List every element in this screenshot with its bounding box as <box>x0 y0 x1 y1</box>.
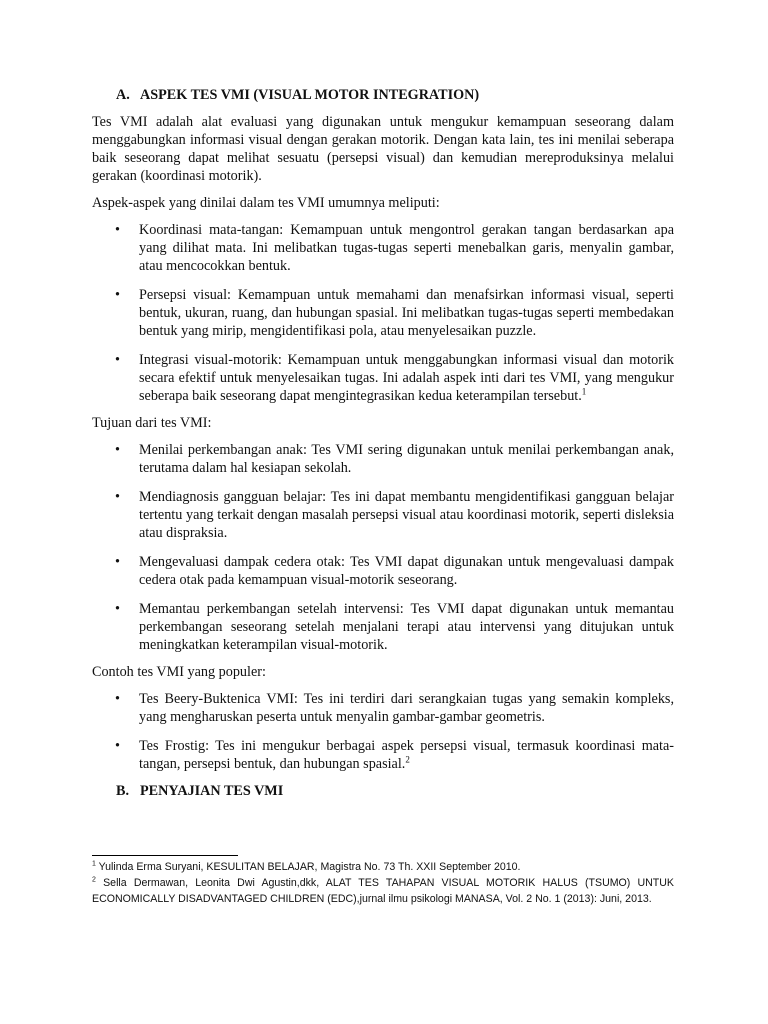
examples-lead: Contoh tes VMI yang populer: <box>92 664 266 680</box>
footnote-divider <box>92 855 238 856</box>
document-body <box>92 86 674 809</box>
section-b-heading <box>92 782 674 800</box>
footnote-ref-1[interactable]: 1 <box>581 386 587 397</box>
list-item: • Persepsi visual: Kemampuan untuk memahami dan menafsirkan informasi visual, seperti bentuk, ukuran, ruang, dan hubungan spasial. Ini melibatkan tugas-tugas seperti membedakan bentuk yang mirip, mengidentifikasi pola, atau menyelesaikan puzzle. <box>92 286 674 340</box>
section-a-heading <box>92 86 674 104</box>
list-item: • Tes Frostig: Tes ini mengukur berbagai aspek persepsi visual, termasuk koordinasi mata-tangan, persepsi bentuk, dan hubungan spasial.$^2$ <box>92 737 674 773</box>
examples-list <box>92 690 674 773</box>
section-b-title: PENYAJIAN TES VMI <box>140 783 284 799</box>
section-b-letter: B. <box>116 783 130 799</box>
list-item: • Mengevaluasi dampak cedera otak: Tes VMI dapat digunakan untuk mengevaluasi dampak cedera otak pada kemampuan visual-motorik seseorang. <box>92 553 674 589</box>
goals-list <box>92 441 674 654</box>
list-item: • Memantau perkembangan setelah intervensi: Tes VMI dapat digunakan untuk memantau perkembangan seseorang setelah menjalani terapi atau intervensi yang ditujukan untuk meningkatkan keterampilan visual-motorik. <box>92 600 674 654</box>
list-item: • Mendiagnosis gangguan belajar: Tes ini dapat membantu mengidentifikasi gangguan belajar tertentu yang terkait dengan masalah persepsi visual atau koordinasi motorik, seperti disleksia atau dispraksia. <box>92 488 674 542</box>
list-item: • Tes Beery-Buktenica VMI: Tes ini terdiri dari serangkaian tugas yang semakin kompleks, yang mengharuskan peserta untuk menyalin gambar-gambar geometris. <box>92 690 674 726</box>
list-item: • Koordinasi mata-tangan: Kemampuan untuk mengontrol gerakan tangan berdasarkan apa yang dilihat mata. Ini melibatkan tugas-tugas seperti menebalkan garis, menyalin gambar, atau mencocokkan bentuk. <box>92 221 674 275</box>
list-item: • Integrasi visual-motorik: Kemampuan untuk menggabungkan informasi visual dan motorik secara efektif untuk menyelesaikan tugas. Ini adalah aspek inti dari tes VMI, yang mengukur seberapa baik seseorang dapat mengintegrasikan kedua keterampilan tersebut.$^1$ <box>92 351 674 405</box>
aspects-lead: Aspek-aspek yang dinilai dalam tes VMI umumnya meliputi: <box>92 195 440 211</box>
section-a-title: ASPEK TES VMI (VISUAL MOTOR INTEGRATION) <box>140 87 480 103</box>
intro-paragraph: Tes VMI adalah alat evaluasi yang digunakan untuk mengukur kemampuan seseorang dalam menggabungkan informasi visual dengan gerakan motorik. Dengan kata lain, tes ini menilai seberapa baik seseorang dapat melihat sesuatu (persepsi visual) dan kemudian mereproduksinya melalui gerakan (koordinasi motorik). <box>92 114 674 184</box>
list-item: • Menilai perkembangan anak: Tes VMI sering digunakan untuk menilai perkembangan anak, terutama dalam hal kesiapan sekolah. <box>92 441 674 477</box>
section-a-letter: A. <box>116 87 130 103</box>
footnote-ref-2[interactable]: 2 <box>405 754 410 765</box>
goals-lead: Tujuan dari tes VMI: <box>92 415 212 431</box>
footnote-1: $^1$ Yulinda Erma Suryani, KESULITAN BELAJAR, Magistra No. 73 Th. XXII September 2010. <box>92 860 521 873</box>
footnotes <box>92 859 674 907</box>
footnote-2: $^2$ Sella Dermawan, Leonita Dwi Agustin,dkk, ALAT TES TAHAPAN VISUAL MOTORIK HALUS (TSUMO) UNTUK ECONOMICALLY DISADVANTAGED CHILDREN (EDC),jurnal ilmu psikologi MANASA, Vol. 2 No. 1 (2013): Juni, 2013. <box>92 876 674 905</box>
aspects-list <box>92 221 674 405</box>
